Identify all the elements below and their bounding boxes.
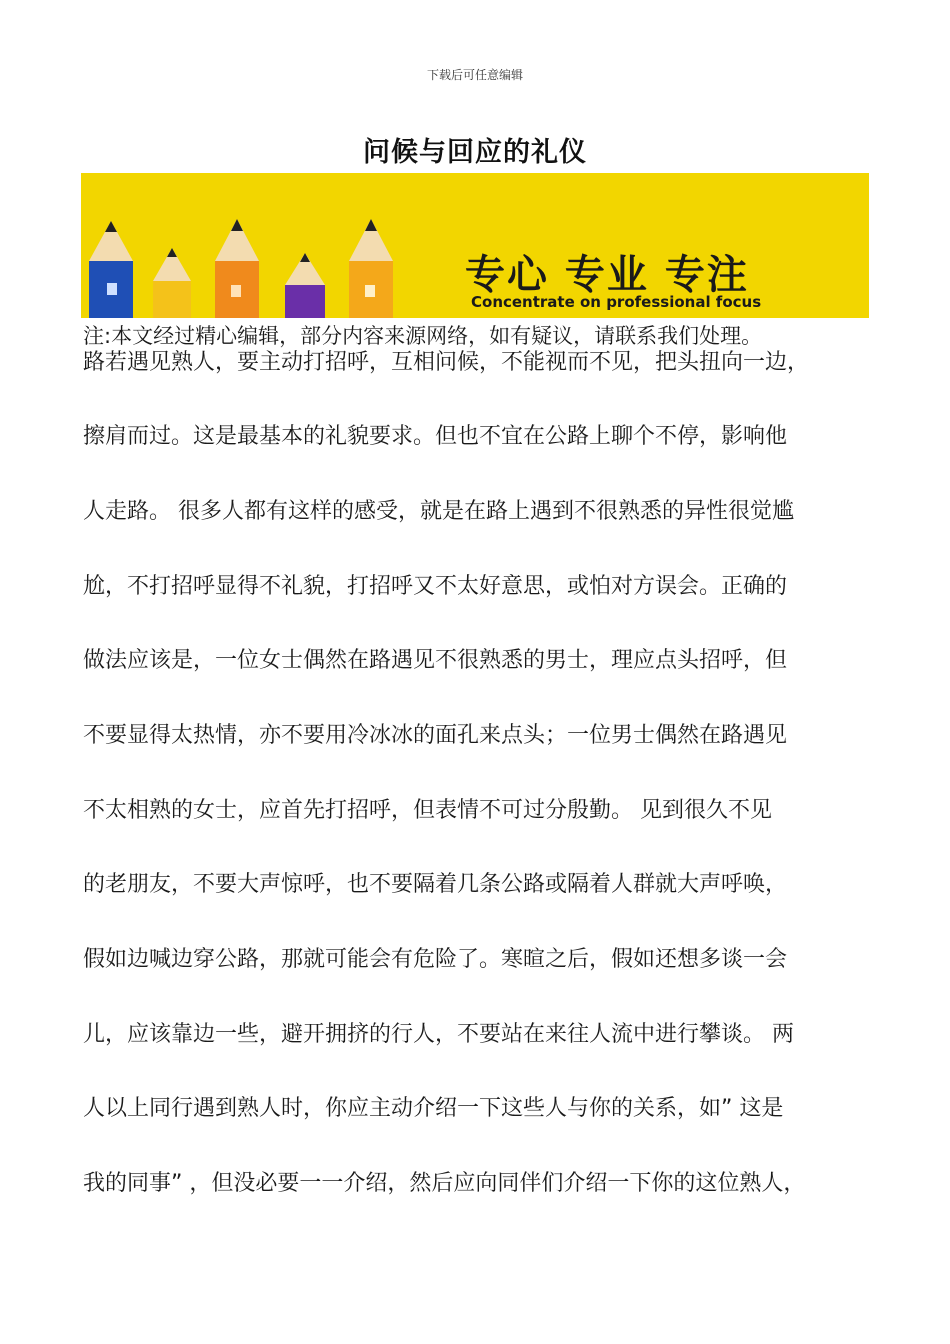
paragraph-line: 人走路。 很多人都有这样的感受，就是在路上遇到不很熟悉的异性很觉尴 [83, 499, 794, 524]
pencil-icon [349, 219, 393, 318]
paragraph-line: 做法应该是，一位女士偶然在路遇见不很熟悉的男士，理应点头招呼，但 [83, 648, 788, 673]
banner-slogan: 专心 专业 专注 [465, 252, 749, 298]
header-note: 下载后可任意编辑 [426, 68, 523, 82]
pencil-icon [153, 248, 191, 318]
paragraph-line: 不要显得太热情，亦不要用冷冰冰的面孔来点头；一位男士偶然在路遇见 [83, 723, 788, 748]
paragraph-line: 儿，应该靠边一些，避开拥挤的行人，不要站在来往人流中进行攀谈。 两 [83, 1022, 794, 1047]
pencil-icon [89, 221, 133, 318]
paragraph-line: 的老朋友，不要大声惊呼，也不要隔着几条公路或隔着人群就大声呼唤， [83, 872, 788, 897]
paragraph-line: 我的同事” ，但没必要一一介绍，然后应向同伴们介绍一下你的这位熟人， [83, 1171, 806, 1196]
paragraph-line: 人以上同行遇到熟人时，你应主动介绍一下这些人与你的关系，如” 这是 [83, 1096, 784, 1121]
pencil-icon [215, 219, 259, 318]
paragraph-line: 擦肩而过。这是最基本的礼貌要求。但也不宜在公路上聊个不停，影响他 [83, 424, 788, 449]
paragraph-line: 尬，不打招呼显得不礼貌，打招呼又不太好意思，或怕对方误会。正确的 [83, 574, 788, 599]
document-title: 问候与回应的礼仪 [363, 137, 587, 168]
paragraph-line: 假如边喊边穿公路，那就可能会有危险了。寒暄之后，假如还想多谈一会 [83, 947, 788, 972]
banner-subtitle: Concentrate on professional focus [471, 293, 762, 311]
paragraph-line: 路若遇见熟人，要主动打招呼，互相问候，不能视而不见，把头扭向一边， [83, 350, 810, 375]
paragraph-line: 不太相熟的女士，应首先打招呼，但表情不可过分殷勤。 见到很久不见 [83, 798, 772, 823]
editor-note: 注:本文经过精心编辑，部分内容来源网络，如有疑议，请联系我们处理。 [83, 324, 763, 348]
pencil-icon [285, 253, 325, 318]
banner-image [81, 173, 869, 318]
